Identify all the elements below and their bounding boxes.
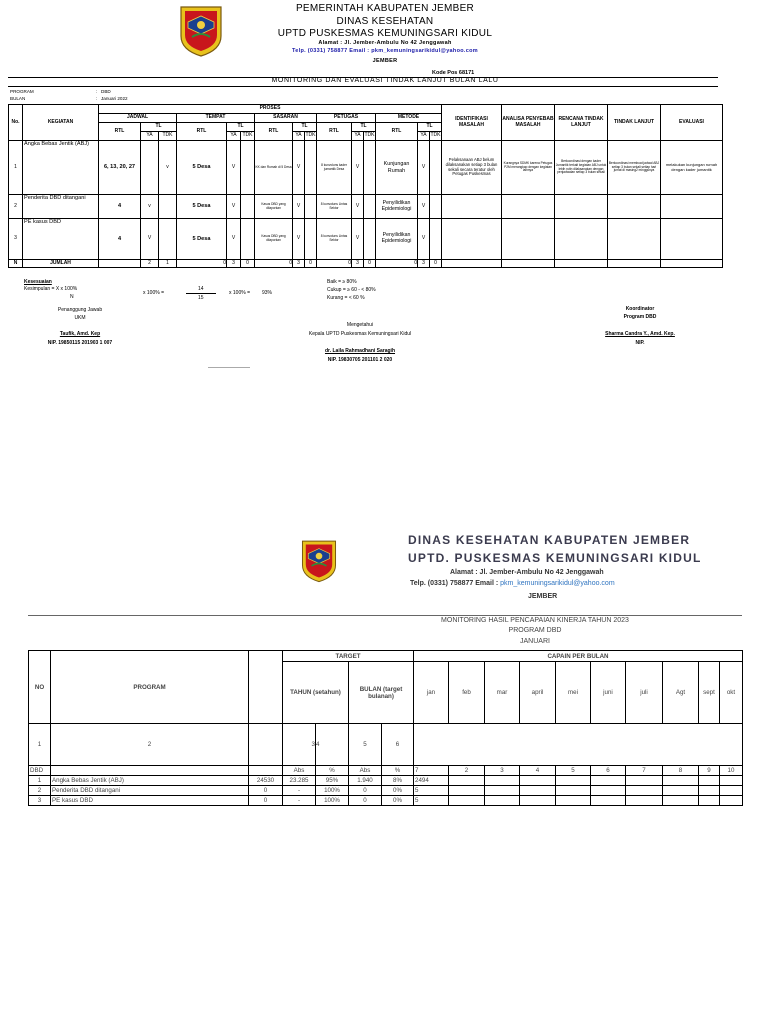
row-jadwal-ya: v bbox=[141, 195, 159, 219]
row-petugas-ya: V bbox=[352, 195, 364, 219]
row-kegiatan: Angka Bebas Jentik (ABJ) bbox=[23, 141, 99, 195]
row-evaluasi bbox=[661, 219, 723, 260]
t2-idx: 3 bbox=[283, 724, 316, 766]
t2-row-jan: 5 bbox=[414, 796, 449, 806]
t2-row-sasaran: 24530 bbox=[249, 776, 283, 786]
col-identifikasi: IDENTIFIKASI MASALAH bbox=[442, 105, 502, 141]
kinerja-table bbox=[28, 650, 743, 806]
t2-row-tpct: 100% bbox=[316, 786, 349, 796]
total-jadwal-ya: 2 bbox=[141, 260, 159, 268]
header-line1: PEMERINTAH KABUPATEN JEMBER bbox=[295, 3, 475, 14]
t2-row-babs: 0 bbox=[349, 796, 382, 806]
doc2-header-line1: DINAS KESEHATAN KABUPATEN JEMBER bbox=[408, 533, 691, 547]
t2-col-bulan: BULAN (target bulanan) bbox=[349, 662, 414, 724]
col-evaluasi: EVALUASI bbox=[661, 105, 723, 141]
formula-denom: N bbox=[70, 294, 74, 300]
t2-idx: 2 bbox=[449, 766, 485, 776]
t2-sub: Abs bbox=[349, 766, 382, 776]
row-sasaran-ya: V bbox=[293, 141, 305, 195]
t2-idx: 6 bbox=[591, 766, 626, 776]
row-evaluasi bbox=[661, 195, 723, 219]
t2-row-bpct: 0% bbox=[382, 786, 414, 796]
t2-row-program: Angka Bebas Jentik (ABJ) bbox=[51, 776, 249, 786]
t2-idx: 8 bbox=[663, 766, 699, 776]
total-no: N bbox=[9, 260, 23, 268]
title-rule bbox=[8, 86, 718, 87]
formula-den: 15 bbox=[198, 295, 204, 301]
t2-section: DBD bbox=[29, 766, 51, 776]
coord-nip: NIP. bbox=[635, 340, 645, 346]
row-sasaran-ya: V bbox=[293, 219, 305, 260]
row-tempat-tdk bbox=[241, 219, 255, 260]
t2-month-sept: sept bbox=[699, 662, 720, 724]
row-rencana: Berkoordinasi dengan kader Jumantik terkait kegiatan ABJ untuk lebih rutin dilaksanakan dengan penjadwalan setiap 3 bulan sekali bbox=[555, 141, 608, 195]
total-sasaran-ya: 0 bbox=[255, 260, 293, 268]
t2-idx: 4 bbox=[316, 724, 349, 766]
t2-month-okt: okt bbox=[720, 662, 743, 724]
header-city: JEMBER bbox=[372, 58, 398, 64]
criteria-kurang: Kurang = < 60 % bbox=[327, 295, 365, 301]
ack-nip: NIP. 19830705 201101 2 020 bbox=[327, 357, 393, 363]
formula-mid: x 100% = bbox=[143, 290, 164, 296]
metode-tdk: TDK bbox=[430, 132, 442, 141]
t2-row-tabs: - bbox=[283, 786, 316, 796]
row-metode: Penyilidikan Epidemiologi bbox=[376, 219, 418, 260]
col-tempat: TEMPAT bbox=[177, 114, 255, 123]
doc2-address: Alamat : Jl. Jember-Ambulu No 42 Jenggawah bbox=[450, 569, 604, 576]
row-kegiatan: Penderita DBD ditangani bbox=[23, 195, 99, 219]
stray-mark bbox=[208, 367, 250, 368]
pj-sub: UKM bbox=[74, 315, 86, 321]
t2-idx bbox=[249, 724, 283, 766]
header-contact: Telp. (0331) 758877 Email : pkm_kemuningsarikidul@yahoo.com bbox=[292, 48, 478, 54]
total-label: JUMLAH bbox=[23, 260, 99, 268]
t2-row-no: 2 bbox=[29, 786, 51, 796]
row-tempat-ya: V bbox=[227, 219, 241, 260]
row-metode-tdk bbox=[430, 141, 442, 195]
doc2-header-line2: UPTD. PUSKESMAS KEMUNINGSARI KIDUL bbox=[408, 551, 702, 565]
row-no: 1 bbox=[9, 141, 23, 195]
row-kegiatan: PE kasus DBD bbox=[23, 219, 99, 260]
t2-row-tpct: 100% bbox=[316, 796, 349, 806]
t2-row-bpct: 0% bbox=[382, 796, 414, 806]
t2-row-no: 3 bbox=[29, 796, 51, 806]
coord-sub: Program DBD bbox=[623, 314, 657, 320]
meta-bulan-value: Januari 2022 bbox=[101, 96, 128, 101]
doc2-city: JEMBER bbox=[528, 593, 558, 600]
row-tindak bbox=[608, 219, 661, 260]
row-tindak: Berkoordinasi membuat jadwal ABJ setiap 3 bulan sekali setiap hari jumat di masing2 minggunya bbox=[608, 141, 661, 195]
formula-result: x 100% = bbox=[229, 290, 250, 296]
t2-month-mar: mar bbox=[485, 662, 520, 724]
row-petugas-tdk bbox=[364, 219, 376, 260]
row-analisa: Kurangnya SDMK karena Petugas P2M merangkap dengan kegiatan lainnya bbox=[502, 141, 555, 195]
sasaran-rtl: RTL bbox=[255, 123, 293, 141]
jember-logo-2 bbox=[300, 535, 338, 587]
formula-title: Kesesuaian bbox=[24, 279, 52, 285]
t2-idx: 7 bbox=[626, 766, 663, 776]
col-jadwal: JADWAL bbox=[99, 114, 177, 123]
ack-name: dr. Laila Rahmadhani Saragih bbox=[324, 348, 396, 354]
doc2-telp bbox=[410, 580, 615, 587]
total-row bbox=[9, 260, 723, 268]
t2-idx: 5 bbox=[556, 766, 591, 776]
row-sasaran-tdk bbox=[305, 141, 317, 195]
tempat-tdk: TDK bbox=[241, 132, 255, 141]
row-petugas-tdk bbox=[364, 141, 376, 195]
sasaran-ya: YA bbox=[293, 132, 305, 141]
row-evaluasi: melakukan kunjungan rumah dengan kader jumantik bbox=[661, 141, 723, 195]
row-petugas-ya: V bbox=[352, 141, 364, 195]
row-identifikasi: Pelaksanaan ABJ belum dilaksanakan setiap 3 bulan sekali secara teratur oleh Petugas Puskesmas bbox=[442, 141, 502, 195]
criteria-baik: Baik = ≥ 80% bbox=[327, 279, 357, 285]
col-petugas: PETUGAS bbox=[317, 114, 376, 123]
metode-rtl: RTL bbox=[376, 123, 418, 141]
tempat-rtl: RTL bbox=[177, 123, 227, 141]
col-kegiatan: KEGIATAN bbox=[23, 105, 99, 141]
row-sasaran: Kasus DBD yang dilaporkan bbox=[255, 195, 293, 219]
t2-idx: 3 bbox=[485, 766, 520, 776]
t2-row-tpct: 95% bbox=[316, 776, 349, 786]
row-tempat-tdk bbox=[241, 195, 255, 219]
t2-month-mei: mei bbox=[556, 662, 591, 724]
row-jadwal-ya bbox=[141, 141, 159, 195]
row-no: 2 bbox=[9, 195, 23, 219]
doc2-header-rule bbox=[28, 615, 742, 616]
t2-idx: 10 bbox=[720, 766, 743, 776]
t2-row-sasaran: 0 bbox=[249, 786, 283, 796]
fraction-bar bbox=[186, 293, 216, 294]
t2-col-target: TARGET bbox=[283, 651, 414, 662]
t2-month-juli: juli bbox=[626, 662, 663, 724]
jadwal-tl: TL bbox=[141, 123, 177, 132]
criteria-cukup: Cukup = ≥ 60 - < 80% bbox=[327, 287, 376, 293]
doc2-title3: JANUARI bbox=[520, 638, 550, 645]
t2-month-april: april bbox=[520, 662, 556, 724]
total-jadwal-tdk: 1 bbox=[159, 260, 177, 268]
tempat-ya: YA bbox=[227, 132, 241, 141]
table-row bbox=[9, 219, 723, 260]
row-metode: Kunjungan Rumah bbox=[376, 141, 418, 195]
row-jadwal-tdk: v bbox=[159, 141, 177, 195]
row-sasaran-ya: V bbox=[293, 195, 305, 219]
pj-name: Taufik, Amd. Kep bbox=[59, 331, 101, 337]
t2-month-juni: juni bbox=[591, 662, 626, 724]
t2-row-tabs: 23.285 bbox=[283, 776, 316, 786]
t2-month-jan: jan bbox=[414, 662, 449, 724]
row-metode-tdk bbox=[430, 219, 442, 260]
meta-bulan-label: BULAN bbox=[10, 96, 26, 101]
jadwal-rtl: RTL bbox=[99, 123, 141, 141]
meta-program-sep: : bbox=[96, 89, 98, 94]
total-tempat-tdk: 0 bbox=[241, 260, 255, 268]
total-petugas-tdk: 0 bbox=[364, 260, 376, 268]
jember-logo bbox=[178, 4, 224, 58]
row-rencana bbox=[555, 219, 608, 260]
row-analisa bbox=[502, 219, 555, 260]
ack-sub: Kepala UPTD Puskesmas Kemuningsari Kidul bbox=[308, 331, 412, 337]
row-petugas: 8 kunvoluns Lintas Sektor bbox=[317, 219, 352, 260]
t2-idx: 2 bbox=[51, 724, 249, 766]
row-tempat: 5 Desa bbox=[177, 141, 227, 195]
total-sasaran-mid: 3 bbox=[293, 260, 305, 268]
total-metode-ya: 0 bbox=[376, 260, 418, 268]
table-row bbox=[9, 141, 723, 195]
coord-name: Sharma Candra Y., Amd. Kep. bbox=[605, 331, 675, 337]
t2-col-capaian: CAPAIN PER BULAN bbox=[414, 651, 743, 662]
meta-program-label: PROGRAM bbox=[10, 89, 34, 94]
row-jadwal: 4 bbox=[99, 219, 141, 260]
row-metode-ya: V bbox=[418, 195, 430, 219]
doc2-email-link[interactable]: pkm_kemuningsarikidul@yahoo.com bbox=[500, 580, 615, 587]
t2-row-tabs: - bbox=[283, 796, 316, 806]
row-metode-ya: V bbox=[418, 141, 430, 195]
metode-tl: TL bbox=[418, 123, 442, 132]
row-sasaran: KK dan Rumah di 5 Desa bbox=[255, 141, 293, 195]
t2-row-bpct: 8% bbox=[382, 776, 414, 786]
row-no: 3 bbox=[9, 219, 23, 260]
t2-col-no: NO bbox=[29, 651, 51, 724]
row-metode: Penyilidikan Epidemiologi bbox=[376, 195, 418, 219]
coord-title: Koordinator bbox=[625, 306, 655, 312]
sasaran-tdk: TDK bbox=[305, 132, 317, 141]
row-tempat: 5 Desa bbox=[177, 195, 227, 219]
row-tempat-tdk bbox=[241, 141, 255, 195]
t2-month-feb: feb bbox=[449, 662, 485, 724]
row-petugas-tdk bbox=[364, 195, 376, 219]
petugas-ya: YA bbox=[352, 132, 364, 141]
pj-title: Penanggung Jawab bbox=[57, 307, 103, 313]
doc2-telp-text: Telp. (0331) 758877 Email : bbox=[410, 580, 499, 587]
t2-idx: 5 bbox=[349, 724, 382, 766]
total-tempat-ya: 0 bbox=[177, 260, 227, 268]
petugas-tl: TL bbox=[352, 123, 376, 132]
row-petugas-ya: V bbox=[352, 219, 364, 260]
petugas-rtl: RTL bbox=[317, 123, 352, 141]
total-sasaran-tdk: 0 bbox=[305, 260, 317, 268]
row-identifikasi bbox=[442, 195, 502, 219]
row-tempat-ya: V bbox=[227, 141, 241, 195]
total-tempat-mid: 3 bbox=[227, 260, 241, 268]
t2-row-babs: 0 bbox=[349, 786, 382, 796]
row-sasaran-tdk bbox=[305, 219, 317, 260]
t2-row-no: 1 bbox=[29, 776, 51, 786]
table-row bbox=[29, 786, 743, 796]
meta-program-value: DBD bbox=[101, 89, 111, 94]
doc2-title1: MONITORING HASIL PENCAPAIAN KINERJA TAHUN 2023 bbox=[441, 617, 629, 624]
t2-col-program: PROGRAM bbox=[51, 651, 249, 724]
row-jadwal-ya: V bbox=[141, 219, 159, 260]
header-line2: DINAS KESEHATAN bbox=[336, 16, 434, 27]
sasaran-tl: TL bbox=[293, 123, 317, 132]
total-petugas-mid: 3 bbox=[352, 260, 364, 268]
formula-num: 14 bbox=[198, 286, 204, 292]
meta-bulan-sep: : bbox=[96, 96, 98, 101]
col-sasaran: SASARAN bbox=[255, 114, 317, 123]
row-petugas: 8 kunvoluns kader jumantik Desa bbox=[317, 141, 352, 195]
header-line3: UPTD PUSKESMAS KEMUNINGSARI KIDUL bbox=[277, 28, 493, 39]
row-jadwal-tdk bbox=[159, 219, 177, 260]
t2-idx: 1 bbox=[29, 724, 51, 766]
col-rencana: RENCANA TINDAK LANJUT bbox=[555, 105, 608, 141]
t2-sub: % bbox=[382, 766, 414, 776]
col-no: No. bbox=[9, 105, 23, 141]
row-sasaran: Kasus DBD yang dilaporkan bbox=[255, 219, 293, 260]
t2-idx: 9 bbox=[699, 766, 720, 776]
formula-pct: 93% bbox=[262, 290, 273, 296]
row-tempat-ya: V bbox=[227, 195, 241, 219]
row-sasaran-tdk bbox=[305, 195, 317, 219]
t2-sub: Abs bbox=[283, 766, 316, 776]
pj-nip: NIP. 19850115 201903 1 007 bbox=[47, 340, 113, 346]
col-tindak: TINDAK LANJUT bbox=[608, 105, 661, 141]
row-metode-ya: V bbox=[418, 219, 430, 260]
ack-title: Mengetahui bbox=[346, 322, 374, 328]
row-jadwal: 4 bbox=[99, 195, 141, 219]
t2-row-program: PE kasus DBD bbox=[51, 796, 249, 806]
col-analisa: ANALISA PENYEBAB MASALAH bbox=[502, 105, 555, 141]
jadwal-tdk: TDK bbox=[159, 132, 177, 141]
t2-idx: 6 bbox=[382, 724, 414, 766]
total-metode-mid: 3 bbox=[418, 260, 430, 268]
t2-row-sasaran: 0 bbox=[249, 796, 283, 806]
t2-idx: 7 bbox=[414, 766, 449, 776]
t2-idx: 4 bbox=[520, 766, 556, 776]
total-metode-tdk: 0 bbox=[430, 260, 442, 268]
col-metode: METODE bbox=[376, 114, 442, 123]
t2-col-tahun: TAHUN (setahun) bbox=[283, 662, 349, 724]
petugas-tdk: TDK bbox=[364, 132, 376, 141]
row-tindak bbox=[608, 195, 661, 219]
t2-sub: % bbox=[316, 766, 349, 776]
t2-row-babs: 1.940 bbox=[349, 776, 382, 786]
metode-ya: YA bbox=[418, 132, 430, 141]
t2-row-jan: 2494 bbox=[414, 776, 449, 786]
table-row bbox=[29, 796, 743, 806]
tempat-tl: TL bbox=[227, 123, 255, 132]
row-metode-tdk bbox=[430, 195, 442, 219]
table-row bbox=[29, 776, 743, 786]
t2-row-program: Penderita DBD ditangani bbox=[51, 786, 249, 796]
monev-table bbox=[8, 104, 723, 268]
row-rencana bbox=[555, 195, 608, 219]
formula-line: Kesimpulan = X x 100% bbox=[24, 286, 78, 292]
row-tempat: 5 Desa bbox=[177, 219, 227, 260]
t2-month-agt: Agt bbox=[663, 662, 699, 724]
header-address: Alamat : Jl. Jember-Ambulu No 42 Jenggawah bbox=[318, 40, 452, 46]
doc2-title2: PROGRAM DBD bbox=[508, 627, 562, 634]
row-analisa bbox=[502, 195, 555, 219]
row-jadwal-tdk bbox=[159, 195, 177, 219]
header-postal: Kode Pos 68171 bbox=[432, 70, 475, 76]
row-petugas: 8 kunvoluns Lintas Sektor bbox=[317, 195, 352, 219]
t2-row-jan: 5 bbox=[414, 786, 449, 796]
row-jadwal: 6, 13, 20, 27 bbox=[99, 141, 141, 195]
table-row bbox=[9, 195, 723, 219]
doc1-title: MONITORING DAN EVALUASI TINDAK LANJUT BULAN LALU bbox=[271, 77, 499, 84]
jadwal-ya: YA bbox=[141, 132, 159, 141]
total-petugas-ya: 0 bbox=[317, 260, 352, 268]
row-identifikasi bbox=[442, 219, 502, 260]
col-proses: PROSES bbox=[99, 105, 442, 114]
